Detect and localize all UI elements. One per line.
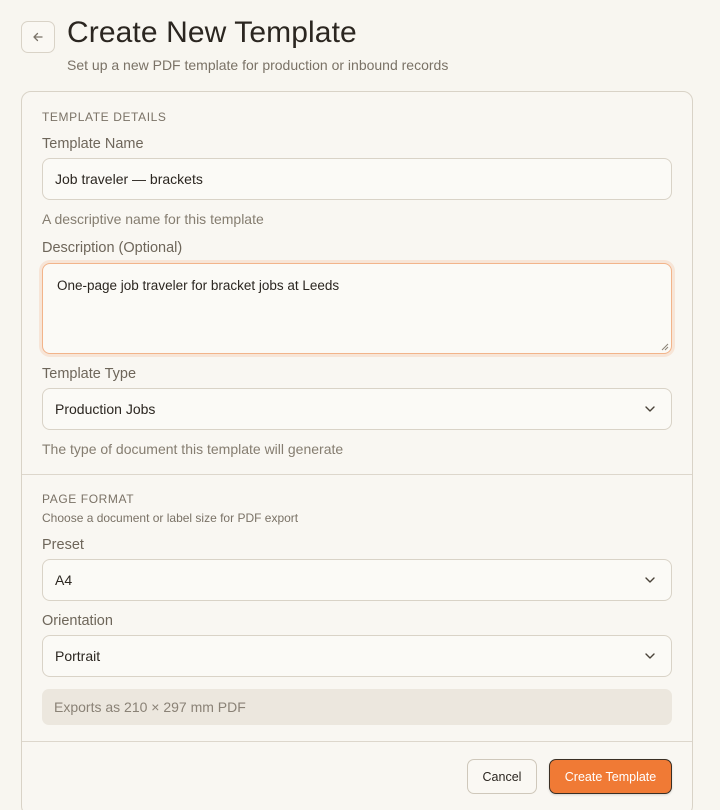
page-format-hint: Choose a document or label size for PDF export — [42, 511, 299, 525]
preset-select[interactable] — [42, 559, 672, 601]
orientation-select[interactable] — [42, 635, 672, 677]
orientation-label: Orientation — [42, 613, 113, 629]
template-type-value: Production Jobs — [55, 401, 156, 417]
template-name-input[interactable] — [42, 158, 672, 200]
description-textarea[interactable] — [42, 263, 672, 354]
chevron-down-icon — [643, 573, 657, 587]
resize-handle-icon[interactable] — [661, 343, 669, 351]
section-divider — [22, 474, 692, 475]
template-type-label: Template Type — [42, 366, 137, 382]
chevron-down-icon — [643, 649, 657, 663]
cancel-button[interactable]: Cancel — [467, 759, 537, 794]
section-title-page-format: PAGE FORMAT — [42, 492, 135, 506]
arrow-left-icon — [31, 30, 45, 44]
preset-value: A4 — [55, 572, 73, 588]
template-name-label: Template Name — [42, 136, 144, 152]
description-value: One-page job traveler for bracket jobs at Leeds — [57, 278, 340, 293]
page-title: Create New Template — [67, 16, 357, 49]
description-label: Description (Optional) — [42, 240, 183, 256]
template-type-select[interactable] — [42, 388, 672, 430]
template-name-hint: A descriptive name for this template — [42, 211, 264, 227]
back-button[interactable] — [21, 21, 55, 53]
orientation-value: Portrait — [55, 648, 101, 664]
chevron-down-icon — [643, 402, 657, 416]
template-name-value: Job traveler — brackets — [55, 171, 203, 187]
footer-divider — [22, 741, 692, 742]
export-size-info: Exports as 210 × 297 mm PDF — [42, 689, 672, 725]
preset-label: Preset — [42, 537, 84, 553]
template-type-hint: The type of document this template will generate — [42, 441, 344, 457]
section-title-template-details: TEMPLATE DETAILS — [42, 110, 167, 124]
create-template-button[interactable]: Create Template — [549, 759, 672, 794]
template-form-card — [21, 91, 693, 810]
page-subtitle: Set up a new PDF template for production or inbound records — [67, 57, 449, 73]
